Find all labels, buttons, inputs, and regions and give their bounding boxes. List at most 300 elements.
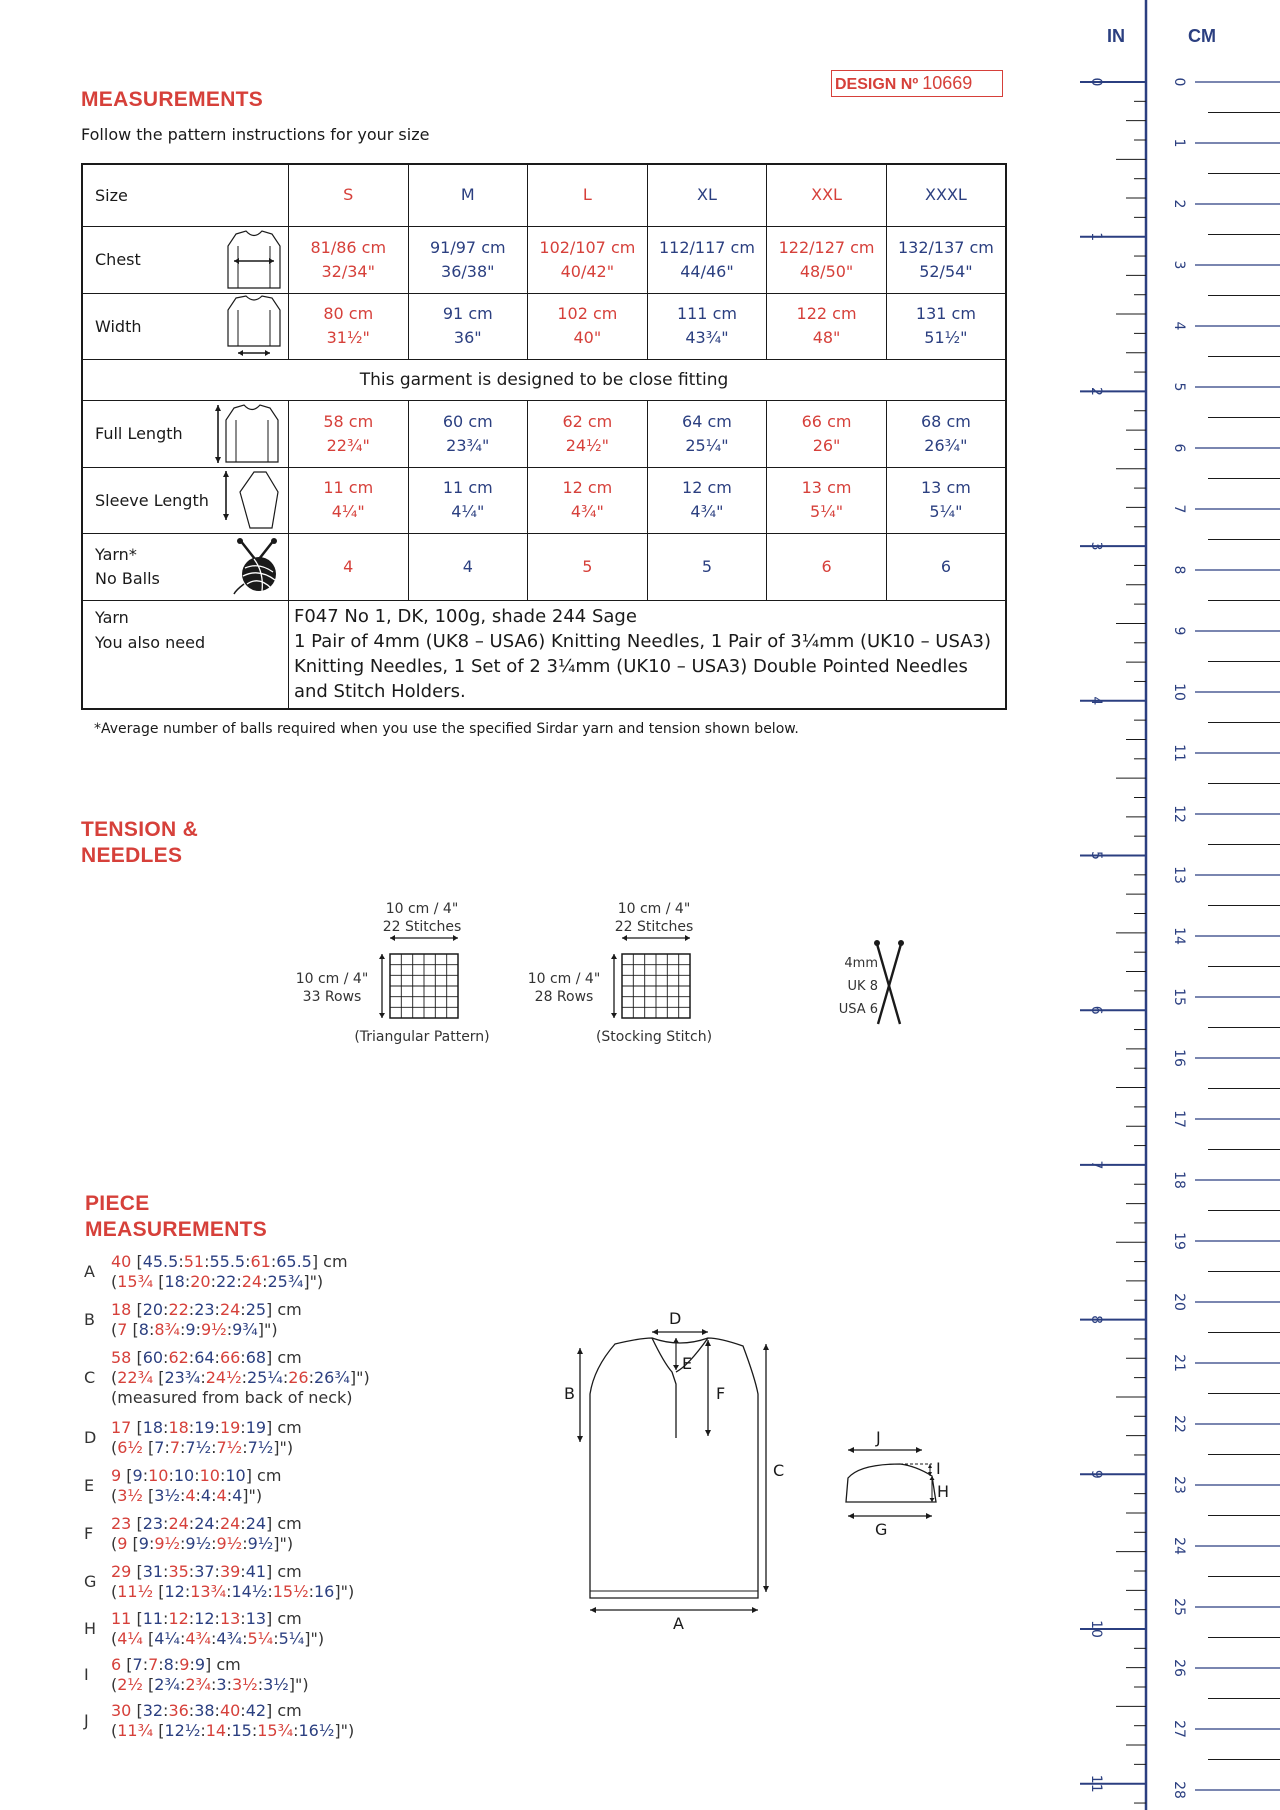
ruler-cm-number: 9 <box>1171 626 1187 636</box>
piece-in-value: 4 <box>232 1486 243 1505</box>
separator: : <box>188 1701 195 1720</box>
ruler-cm-number: 13 <box>1171 866 1187 884</box>
piece-cm-value: 18 <box>168 1418 189 1437</box>
bracket: [ <box>127 1534 139 1553</box>
piece-in-value: 15½ <box>272 1582 309 1601</box>
piece-in-line <box>111 1272 348 1292</box>
piece-in-value: 4 <box>200 1486 212 1505</box>
chest-in-xxl: 48/50" <box>799 261 854 281</box>
separator: : <box>163 1701 169 1720</box>
separator: : <box>273 1629 279 1648</box>
yarn-balls-xxl: 6 <box>767 533 887 600</box>
piece-cm-value: 36 <box>168 1701 189 1720</box>
ruler-cm-number: 21 <box>1171 1354 1187 1372</box>
piece-cm-value: 24 <box>168 1514 189 1533</box>
piece-in-value: 7 <box>154 1438 165 1457</box>
piece-letter: H <box>84 1619 97 1638</box>
separator: : <box>200 1721 206 1740</box>
bracket: ( <box>111 1582 118 1601</box>
piece-cm-line <box>111 1466 281 1486</box>
swatch1-side-label <box>284 970 380 1006</box>
tension-heading-line-1: TENSION & <box>81 818 199 841</box>
piece-in-value: 3 <box>216 1675 227 1694</box>
diagram-label-b: B <box>564 1384 575 1403</box>
piece-cm-value: 22 <box>168 1300 189 1319</box>
piece-in-value: 9½ <box>201 1320 227 1339</box>
chest-cm-s: 81/86 cm <box>310 237 387 257</box>
separator: : <box>308 1582 314 1601</box>
ruler-cm-number: 20 <box>1171 1293 1187 1311</box>
separator: : <box>262 1272 268 1291</box>
separator: : <box>211 1629 217 1648</box>
ruler-cm-number: 8 <box>1171 565 1187 575</box>
bracket: [ <box>153 1368 165 1387</box>
bracket: [ <box>153 1721 165 1740</box>
bracket: ] <box>266 1701 273 1720</box>
full-length-cm-xxxl: 68 cm <box>921 411 971 431</box>
swatch1-rows: 33 Rows <box>302 989 362 1005</box>
sleeve-length-in-m: 4¼" <box>451 502 485 521</box>
bracket: ]") <box>242 1486 263 1505</box>
piece-letter: I <box>84 1665 89 1684</box>
yarn-ball-icon <box>232 538 282 596</box>
ruler-cm-number: 15 <box>1171 988 1187 1006</box>
piece-in-value: 16 <box>314 1582 335 1601</box>
separator: : <box>164 1438 170 1457</box>
full-length-cm-s: 58 cm <box>323 411 374 431</box>
piece-cm-first: 6 <box>111 1655 122 1674</box>
separator: : <box>189 1655 195 1674</box>
separator: : <box>211 1675 217 1694</box>
bracket: [ <box>142 1438 155 1457</box>
piece-cm-line <box>111 1418 302 1438</box>
bracket: ( <box>111 1368 118 1387</box>
piece-in-value: 9 <box>185 1320 196 1339</box>
separator: : <box>226 1486 233 1505</box>
full-length-cm-l: 62 cm <box>562 411 613 431</box>
sleeve-length-row <box>82 467 1006 533</box>
bracket: ] <box>245 1466 252 1485</box>
bracket: [ <box>131 1252 143 1271</box>
piece-in-value: 24½ <box>205 1368 242 1387</box>
piece-in-value: 13¾ <box>190 1582 227 1601</box>
ruler-cm-number: 17 <box>1171 1110 1187 1128</box>
size-m: M <box>408 164 528 226</box>
piece-cm-first: 18 <box>111 1300 132 1319</box>
separator: : <box>240 1348 246 1367</box>
separator: : <box>211 1438 217 1457</box>
size-xxxl: XXXL <box>886 164 1006 226</box>
bracket: ]") <box>288 1675 309 1694</box>
width-in-s: 31½" <box>326 328 370 347</box>
piece-in-value: 25¾ <box>267 1272 304 1291</box>
ruler-cm-number: 0 <box>1171 77 1187 87</box>
bracket: [ <box>127 1320 139 1339</box>
fit-note-row <box>82 359 1006 400</box>
width-cm-l: 102 cm <box>557 304 618 323</box>
piece-in-value: 8 <box>138 1320 149 1339</box>
ruler-cm-number: 19 <box>1171 1232 1187 1250</box>
also-need-text: 1 Pair of 4mm (UK8 – USA6) Knitting Needles, 1 Pair of 3¼mm (UK10 – USA3) Knitting Needles, 1 Set of 2 3¼mm (UK10 – USA3) Double Pointed Needles and Stitch Holders. <box>293 630 992 702</box>
ruler-cm-number: 1 <box>1171 138 1187 148</box>
separator: : <box>188 1562 195 1581</box>
separator: : <box>163 1609 169 1628</box>
separator: : <box>226 1582 232 1601</box>
separator: : <box>158 1655 164 1674</box>
piece-in-line <box>111 1721 354 1741</box>
piece-in-value: 20 <box>190 1272 211 1291</box>
piece-cm-first: 11 <box>111 1609 132 1628</box>
piece-letter: G <box>84 1572 97 1591</box>
piece-cm-value: 40 <box>219 1701 241 1720</box>
separator: : <box>270 1252 277 1271</box>
piece-in-first: 3½ <box>117 1486 143 1505</box>
separator: : <box>179 1675 186 1694</box>
separator: : <box>240 1562 246 1581</box>
width-cm-xxl: 122 cm <box>796 304 857 323</box>
bracket: ]") <box>273 1438 294 1457</box>
piece-cm-value: 7 <box>132 1655 143 1674</box>
bracket: ] <box>311 1252 319 1271</box>
piece-cm-value: 31 <box>142 1562 164 1581</box>
width-in-m: 36" <box>453 328 482 347</box>
separator: : <box>178 1252 184 1271</box>
piece-in-first: 6½ <box>117 1438 143 1457</box>
chest-in-m: 36/38" <box>441 261 495 281</box>
separator: : <box>148 1534 155 1553</box>
piece-in-value: 7½ <box>247 1438 274 1457</box>
piece-in-value: 12½ <box>164 1721 201 1740</box>
bracket: ( <box>111 1272 118 1291</box>
piece-cm-value: 24 <box>245 1514 267 1533</box>
separator: : <box>214 1514 220 1533</box>
piece-in-value: 2¾ <box>185 1675 212 1694</box>
piece-cm-value: 60 <box>142 1348 164 1367</box>
yarn-text: F047 No 1, DK, 100g, shade 244 Sage <box>293 605 637 627</box>
piece-in-value: 14 <box>205 1721 227 1740</box>
separator: : <box>200 1368 206 1387</box>
separator: : <box>219 1466 226 1485</box>
sleeve-length-in-xl: 4¾" <box>690 502 724 521</box>
sleeve-length-icon <box>220 468 282 532</box>
chest-in-xxxl: 52/54" <box>919 261 973 281</box>
swatch1-stitches: 22 Stitches <box>382 919 462 935</box>
piece-in-first: 15¾ <box>117 1272 154 1291</box>
piece-cm-value: 37 <box>194 1562 215 1581</box>
ruler-inch-number: 0 <box>1088 77 1104 87</box>
separator: : <box>308 1368 314 1387</box>
piece-in-first: 2½ <box>117 1675 143 1694</box>
chest-in-s: 32/34" <box>321 261 375 281</box>
piece-cm-line <box>111 1609 324 1629</box>
separator: : <box>188 1418 195 1437</box>
piece-measurements-heading <box>85 1191 267 1243</box>
separator: : <box>195 1320 201 1339</box>
width-in-l: 40" <box>573 328 602 347</box>
swatch2-width: 10 cm / 4" <box>617 901 691 917</box>
width-cm-s: 80 cm <box>323 304 374 323</box>
bracket: [ <box>131 1562 143 1581</box>
piece-cm-line <box>111 1514 302 1534</box>
yarn-info-row <box>82 600 1006 709</box>
ruler-cm-number: 5 <box>1171 382 1187 392</box>
piece-in-value: 25¼ <box>246 1368 283 1387</box>
separator: : <box>163 1562 169 1581</box>
piece-cm-first: 9 <box>111 1466 122 1485</box>
measurements-table <box>81 163 1007 710</box>
piece-in-value: 9½ <box>185 1534 212 1553</box>
separator: : <box>214 1418 220 1437</box>
ruler-cm-number: 7 <box>1171 504 1187 514</box>
separator: : <box>211 1534 217 1553</box>
piece-in-first: 11½ <box>117 1582 154 1601</box>
piece-cm-value: 11 <box>142 1609 164 1628</box>
separator: : <box>293 1721 299 1740</box>
piece-in-value: 14½ <box>231 1582 268 1601</box>
separator: : <box>204 1252 210 1271</box>
ruler-in-label: IN <box>1107 26 1125 46</box>
ruler-inch-number: 4 <box>1088 696 1104 706</box>
piece-in-value: 9½ <box>216 1534 243 1553</box>
width-cm-m: 91 cm <box>442 304 493 323</box>
piece-cm-value: 55.5 <box>209 1252 246 1271</box>
piece-cm-first: 17 <box>111 1418 132 1437</box>
piece-in-first: 7 <box>117 1320 128 1339</box>
piece-cm-first: 29 <box>111 1562 132 1581</box>
piece-heading-line-2: MEASUREMENTS <box>85 1218 268 1241</box>
diagram-label-j: J <box>876 1428 881 1447</box>
cm-unit: cm <box>318 1252 348 1271</box>
piece-cm-first: 30 <box>111 1701 132 1720</box>
sleeve-length-in-l: 4¾" <box>570 502 604 521</box>
piece-cm-value: 45.5 <box>142 1252 179 1271</box>
piece-cm-value: 32 <box>142 1701 164 1720</box>
diagram-label-f: F <box>716 1384 726 1403</box>
piece-in-value: 4 <box>216 1486 227 1505</box>
piece-cm-value: 68 <box>245 1348 267 1367</box>
width-cm-xl: 111 cm <box>676 304 737 323</box>
ruler-cm-number: 12 <box>1171 805 1187 823</box>
piece-in-first: 11¾ <box>117 1721 154 1740</box>
separator: : <box>240 1418 246 1437</box>
separator: : <box>214 1300 220 1319</box>
size-xxl: XXL <box>767 164 887 226</box>
full-length-cm-xl: 64 cm <box>682 411 732 431</box>
chest-label: Chest <box>95 250 141 269</box>
bracket: ( <box>111 1486 118 1505</box>
tension-heading-line-2: NEEDLES <box>81 844 183 867</box>
sleeve-length-cm-xl: 12 cm <box>682 478 732 497</box>
bracket: ] <box>266 1514 273 1533</box>
separator: : <box>267 1582 273 1601</box>
piece-cm-value: 19 <box>219 1418 241 1437</box>
bracket: [ <box>153 1272 165 1291</box>
piece-cm-value: 18 <box>142 1418 164 1437</box>
piece-cm-value: 9 <box>194 1655 206 1674</box>
yarn-balls-label-2: No Balls <box>95 568 160 588</box>
bracket: [ <box>131 1300 143 1319</box>
swatch1-width: 10 cm / 4" <box>385 901 459 917</box>
size-row <box>82 164 1006 226</box>
separator: : <box>214 1348 220 1367</box>
piece-letter: F <box>84 1524 94 1543</box>
piece-in-value: 9 <box>138 1534 149 1553</box>
chest-cm-m: 91/97 cm <box>430 237 506 257</box>
piece-in-value: 5¼ <box>247 1629 274 1648</box>
bracket: [ <box>131 1348 143 1367</box>
sleeve-length-cm-xxxl: 13 cm <box>921 478 971 497</box>
piece-cm-value: 8 <box>163 1655 174 1674</box>
piece-cm-value: 35 <box>168 1562 189 1581</box>
piece-cm-value: 9 <box>132 1466 143 1485</box>
full-length-garment-icon <box>212 402 282 466</box>
sleeve-length-cm-l: 12 cm <box>562 478 613 497</box>
separator: : <box>188 1514 195 1533</box>
cm-unit: cm <box>251 1466 282 1485</box>
separator: : <box>180 1534 186 1553</box>
yarn-balls-s: 4 <box>288 533 408 600</box>
full-length-in-l: 24½" <box>565 435 609 455</box>
bracket: ] <box>266 1418 273 1437</box>
bracket: [ <box>131 1514 143 1533</box>
full-length-cm-m: 60 cm <box>442 411 493 431</box>
ruler-cm-number: 14 <box>1171 927 1187 945</box>
swatch2-grid-icon <box>610 934 698 1024</box>
subtitle: Follow the pattern instructions for your size <box>81 125 430 144</box>
piece-in-line <box>111 1438 302 1458</box>
bracket: ] <box>266 1348 273 1367</box>
separator: : <box>188 1609 195 1628</box>
bracket: ]") <box>303 1272 324 1291</box>
piece-cm-value: 10 <box>173 1466 195 1485</box>
piece-cm-line <box>111 1252 348 1272</box>
ruler-inch-number: 5 <box>1088 851 1104 860</box>
cm-unit: cm <box>272 1514 302 1533</box>
bracket: ]") <box>257 1320 278 1339</box>
separator: : <box>240 1514 246 1533</box>
full-length-in-s: 22¾" <box>326 435 370 455</box>
piece-cm-value: 23 <box>142 1514 164 1533</box>
piece-in-value: 4¾ <box>216 1629 243 1648</box>
piece-cm-value: 7 <box>148 1655 159 1674</box>
piece-cm-value: 23 <box>194 1300 215 1319</box>
piece-letter: E <box>84 1476 95 1495</box>
cm-unit: cm <box>272 1300 302 1319</box>
bracket: ] <box>205 1655 212 1674</box>
swatch2-caption: (Stocking Stitch) <box>595 1029 713 1045</box>
size-s: S <box>288 164 408 226</box>
needle-uk: UK 8 <box>847 979 878 994</box>
chest-cm-xxxl: 132/137 cm <box>897 237 994 257</box>
piece-cm-line <box>111 1562 354 1582</box>
full-length-cm-xxl: 66 cm <box>801 411 852 431</box>
separator: : <box>242 1629 248 1648</box>
bracket: ]") <box>334 1582 355 1601</box>
piece-letter: C <box>84 1368 96 1387</box>
piece-in-line <box>111 1582 354 1602</box>
cm-unit: cm <box>272 1348 302 1367</box>
piece-cm-first: 58 <box>111 1348 132 1367</box>
diagram-label-a: A <box>673 1614 684 1633</box>
sleeve-length-label: Sleeve Length <box>95 490 209 510</box>
piece-extra-note: (measured from back of neck) <box>111 1388 353 1407</box>
piece-cm-value: 20 <box>142 1300 164 1319</box>
swatch2-rows: 28 Rows <box>534 989 594 1005</box>
piece-cm-value: 13 <box>245 1609 267 1628</box>
separator: : <box>226 1721 232 1740</box>
ruler-inch-number: 10 <box>1088 1620 1104 1638</box>
separator: : <box>240 1609 246 1628</box>
sleeve-length-in-xxxl: 5¼" <box>929 502 963 521</box>
needle-usa: USA 6 <box>838 1002 878 1017</box>
sleeve-length-in-xxl: 5¼" <box>810 502 844 521</box>
needle-size-labels <box>816 952 878 1021</box>
ruler-cm-number: 24 <box>1171 1537 1187 1555</box>
bracket: [ <box>153 1582 165 1601</box>
sleeve-length-cm-xxl: 13 cm <box>801 478 852 497</box>
separator: : <box>163 1348 169 1367</box>
also-need-label: You also need <box>95 632 206 652</box>
separator: : <box>180 1320 186 1339</box>
swatch2-stitches: 22 Stitches <box>614 919 694 935</box>
design-number: 10669 <box>922 73 973 93</box>
ruler-inch-number: 1 <box>1088 232 1104 242</box>
separator: : <box>188 1300 195 1319</box>
chest-cm-xl: 112/117 cm <box>658 237 755 257</box>
design-number-box <box>831 70 1003 97</box>
ruler-inch-number: 6 <box>1088 1005 1104 1015</box>
width-garment-icon <box>226 294 282 358</box>
piece-cm-value: 39 <box>219 1562 241 1581</box>
chest-row <box>82 226 1006 293</box>
ruler-cm-number: 6 <box>1171 443 1187 453</box>
bracket: ]") <box>334 1721 355 1740</box>
separator: : <box>242 1534 248 1553</box>
bracket: ] <box>266 1609 273 1628</box>
width-in-xxxl: 51½" <box>924 328 968 347</box>
bracket: ]") <box>304 1629 325 1648</box>
bracket: ] <box>266 1300 273 1319</box>
measurements-heading: MEASUREMENTS <box>81 88 264 111</box>
piece-cm-value: 65.5 <box>276 1252 312 1271</box>
separator: : <box>251 1721 258 1740</box>
piece-cm-value: 25 <box>245 1300 267 1319</box>
cm-unit: cm <box>272 1418 302 1437</box>
diagram-label-c: C <box>773 1461 785 1480</box>
piece-cm-value: 13 <box>219 1609 241 1628</box>
bracket: ( <box>111 1320 118 1339</box>
bracket: [ <box>121 1655 133 1674</box>
bracket: [ <box>142 1629 155 1648</box>
diagram-label-g: G <box>875 1520 888 1539</box>
separator: : <box>188 1348 195 1367</box>
sleeve-length-cm-m: 11 cm <box>442 478 493 497</box>
separator: : <box>282 1368 289 1387</box>
bracket: ( <box>111 1534 118 1553</box>
separator: : <box>148 1320 155 1339</box>
full-length-in-xxl: 26" <box>812 435 841 455</box>
piece-in-line <box>111 1675 309 1695</box>
cm-unit: cm <box>211 1655 241 1674</box>
separator: : <box>241 1368 247 1387</box>
bracket: ( <box>111 1721 118 1740</box>
chest-in-l: 40/42" <box>560 261 615 281</box>
separator: : <box>179 1629 186 1648</box>
ruler-cm-number: 2 <box>1171 199 1187 209</box>
bracket: ( <box>111 1629 118 1648</box>
ruler-inch-number: 3 <box>1088 541 1104 551</box>
diagram-label-h: H <box>937 1482 950 1501</box>
